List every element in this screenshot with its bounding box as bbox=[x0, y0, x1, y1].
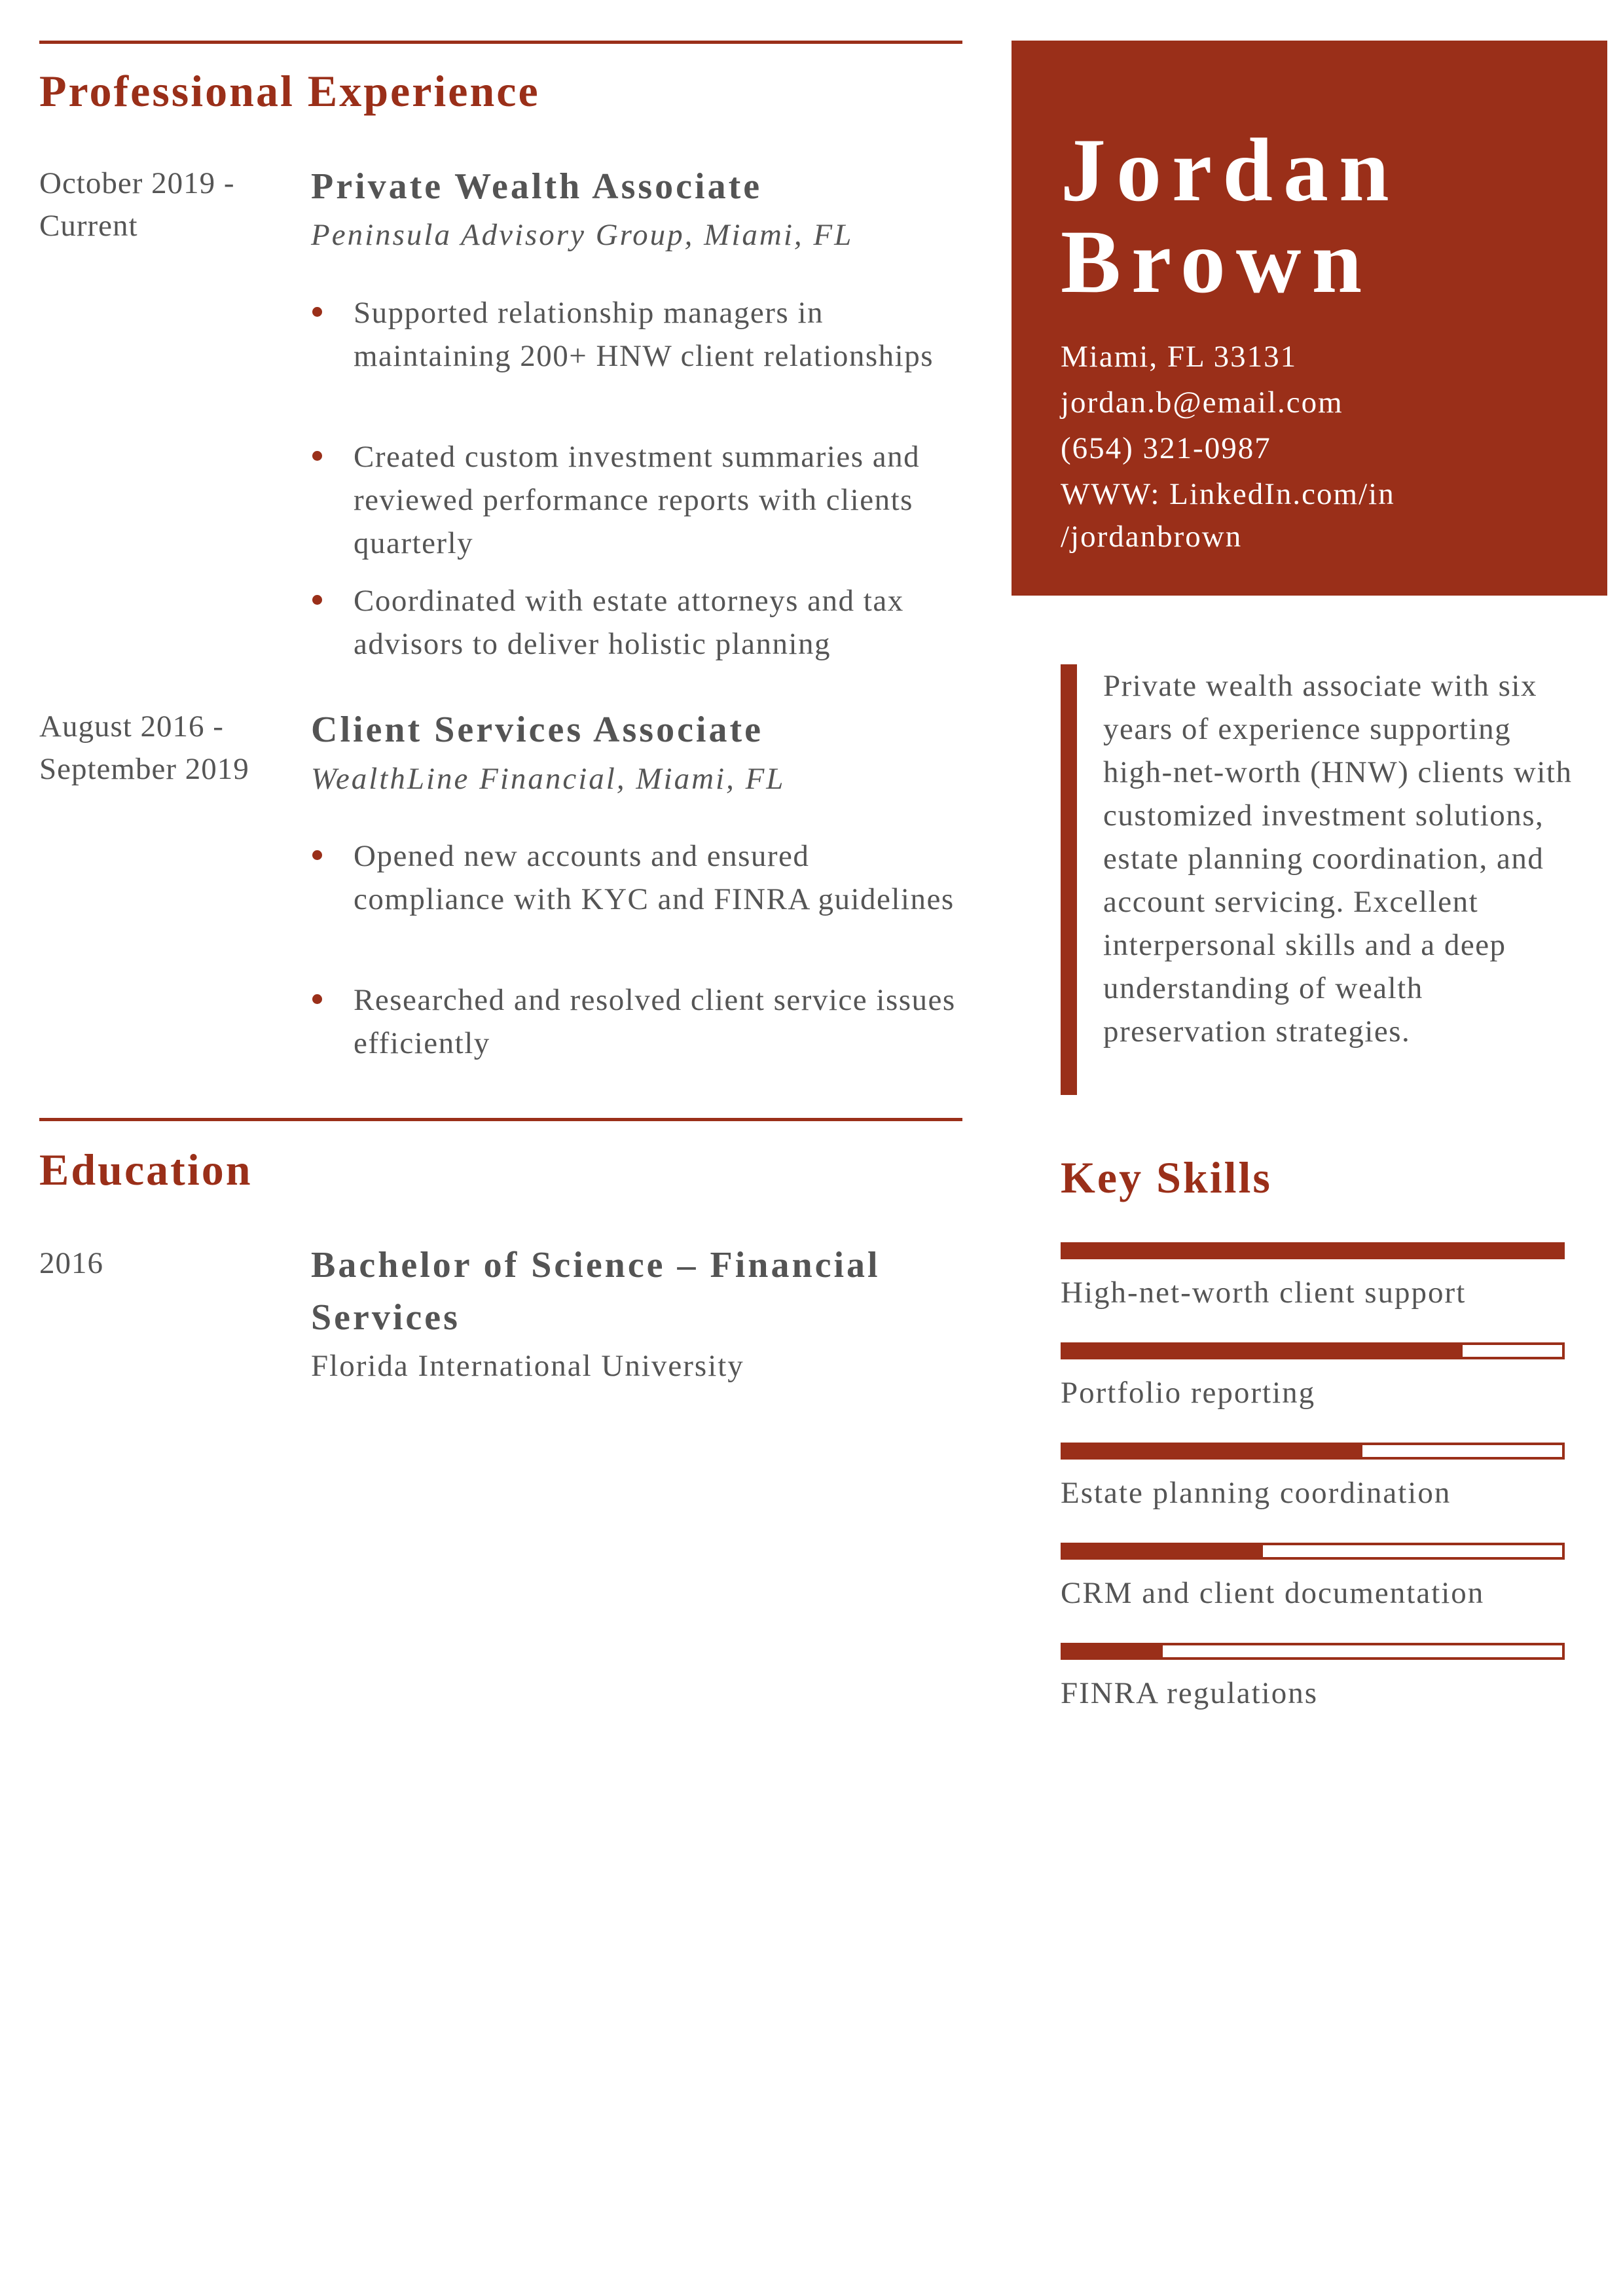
summary-text: Private wealth associate with six years of experience supporting high-net-worth (HNW) clients with customized investment solutions, estate planning coordination, and account servicing. Excellent interpersonal skills and a deep understanding of wealth preservation strategies. bbox=[1103, 669, 1573, 1049]
skill-level-fill bbox=[1063, 1345, 1463, 1357]
job-1-company: Peninsula Advisory Group, Miami, FL bbox=[311, 218, 854, 252]
job-2-dates: August 2016 - September 2019 bbox=[39, 709, 249, 786]
education-school: Florida International University bbox=[311, 1349, 744, 1383]
bullet-dot-icon bbox=[312, 994, 322, 1004]
bullet-text: Created custom investment summaries and reviewed performance reports with clients quarterly bbox=[354, 440, 921, 560]
job-2-title: Client Services Associate bbox=[311, 709, 763, 750]
bullet-text: Coordinated with estate attorneys and tax advisors to deliver holistic planning bbox=[354, 584, 904, 661]
skill-level-fill bbox=[1063, 1245, 1562, 1257]
skill-level-bar bbox=[1061, 1342, 1565, 1359]
job-2-bullet-1 bbox=[354, 834, 969, 921]
skill-label: Portfolio reporting bbox=[1061, 1376, 1316, 1410]
job-1-bullet-2 bbox=[354, 435, 969, 565]
bullet-dot-icon bbox=[312, 451, 322, 461]
bullet-dot-icon bbox=[312, 307, 322, 317]
experience-top-rule bbox=[39, 41, 962, 44]
skill-level-fill bbox=[1063, 1645, 1163, 1657]
skill-level-bar bbox=[1061, 1543, 1565, 1560]
education-heading: Education bbox=[39, 1145, 253, 1194]
skill-label: FINRA regulations bbox=[1061, 1676, 1319, 1710]
skill-level-bar bbox=[1061, 1443, 1565, 1460]
bullet-text: Researched and resolved client service issues efficiently bbox=[354, 983, 956, 1060]
job-2-bullet-2 bbox=[354, 978, 969, 1065]
skill-level-fill bbox=[1063, 1445, 1362, 1457]
summary-accent-bar bbox=[1061, 664, 1077, 1095]
job-1-bullet-1 bbox=[354, 291, 969, 378]
first-name: Jordan bbox=[1061, 120, 1400, 220]
contact-email[interactable]: jordan.b@email.com bbox=[1061, 386, 1343, 420]
job-1-title: Private Wealth Associate bbox=[311, 166, 763, 207]
bullet-dot-icon bbox=[312, 850, 322, 860]
bullet-dot-icon bbox=[312, 595, 322, 605]
skill-level-bar bbox=[1061, 1242, 1565, 1259]
education-top-rule bbox=[39, 1118, 962, 1121]
contact-website-line2[interactable]: /jordanbrown bbox=[1061, 520, 1243, 554]
skill-label: High-net-worth client support bbox=[1061, 1276, 1467, 1310]
education-degree: Bachelor of Science – Financial Services bbox=[311, 1245, 881, 1338]
skills-heading: Key Skills bbox=[1061, 1153, 1272, 1202]
contact-phone: (654) 321-0987 bbox=[1061, 431, 1271, 465]
bullet-text: Supported relationship managers in maintaining 200+ HNW client relationships bbox=[354, 296, 934, 373]
last-name: Brown bbox=[1061, 211, 1373, 312]
contact-location: Miami, FL 33131 bbox=[1061, 340, 1298, 374]
skill-label: Estate planning coordination bbox=[1061, 1476, 1451, 1510]
job-1-bullet-3 bbox=[354, 579, 969, 666]
job-1-dates: October 2019 - Current bbox=[39, 166, 235, 243]
experience-heading: Professional Experience bbox=[39, 66, 540, 116]
bullet-text: Opened new accounts and ensured compliance with KYC and FINRA guidelines bbox=[354, 839, 955, 916]
skill-label: CRM and client documentation bbox=[1061, 1576, 1485, 1610]
skill-level-bar bbox=[1061, 1643, 1565, 1660]
skill-level-fill bbox=[1063, 1545, 1263, 1557]
job-2-company: WealthLine Financial, Miami, FL bbox=[311, 762, 786, 796]
contact-website-line1[interactable]: WWW: LinkedIn.com/in bbox=[1061, 477, 1395, 511]
education-year: 2016 bbox=[39, 1246, 103, 1280]
